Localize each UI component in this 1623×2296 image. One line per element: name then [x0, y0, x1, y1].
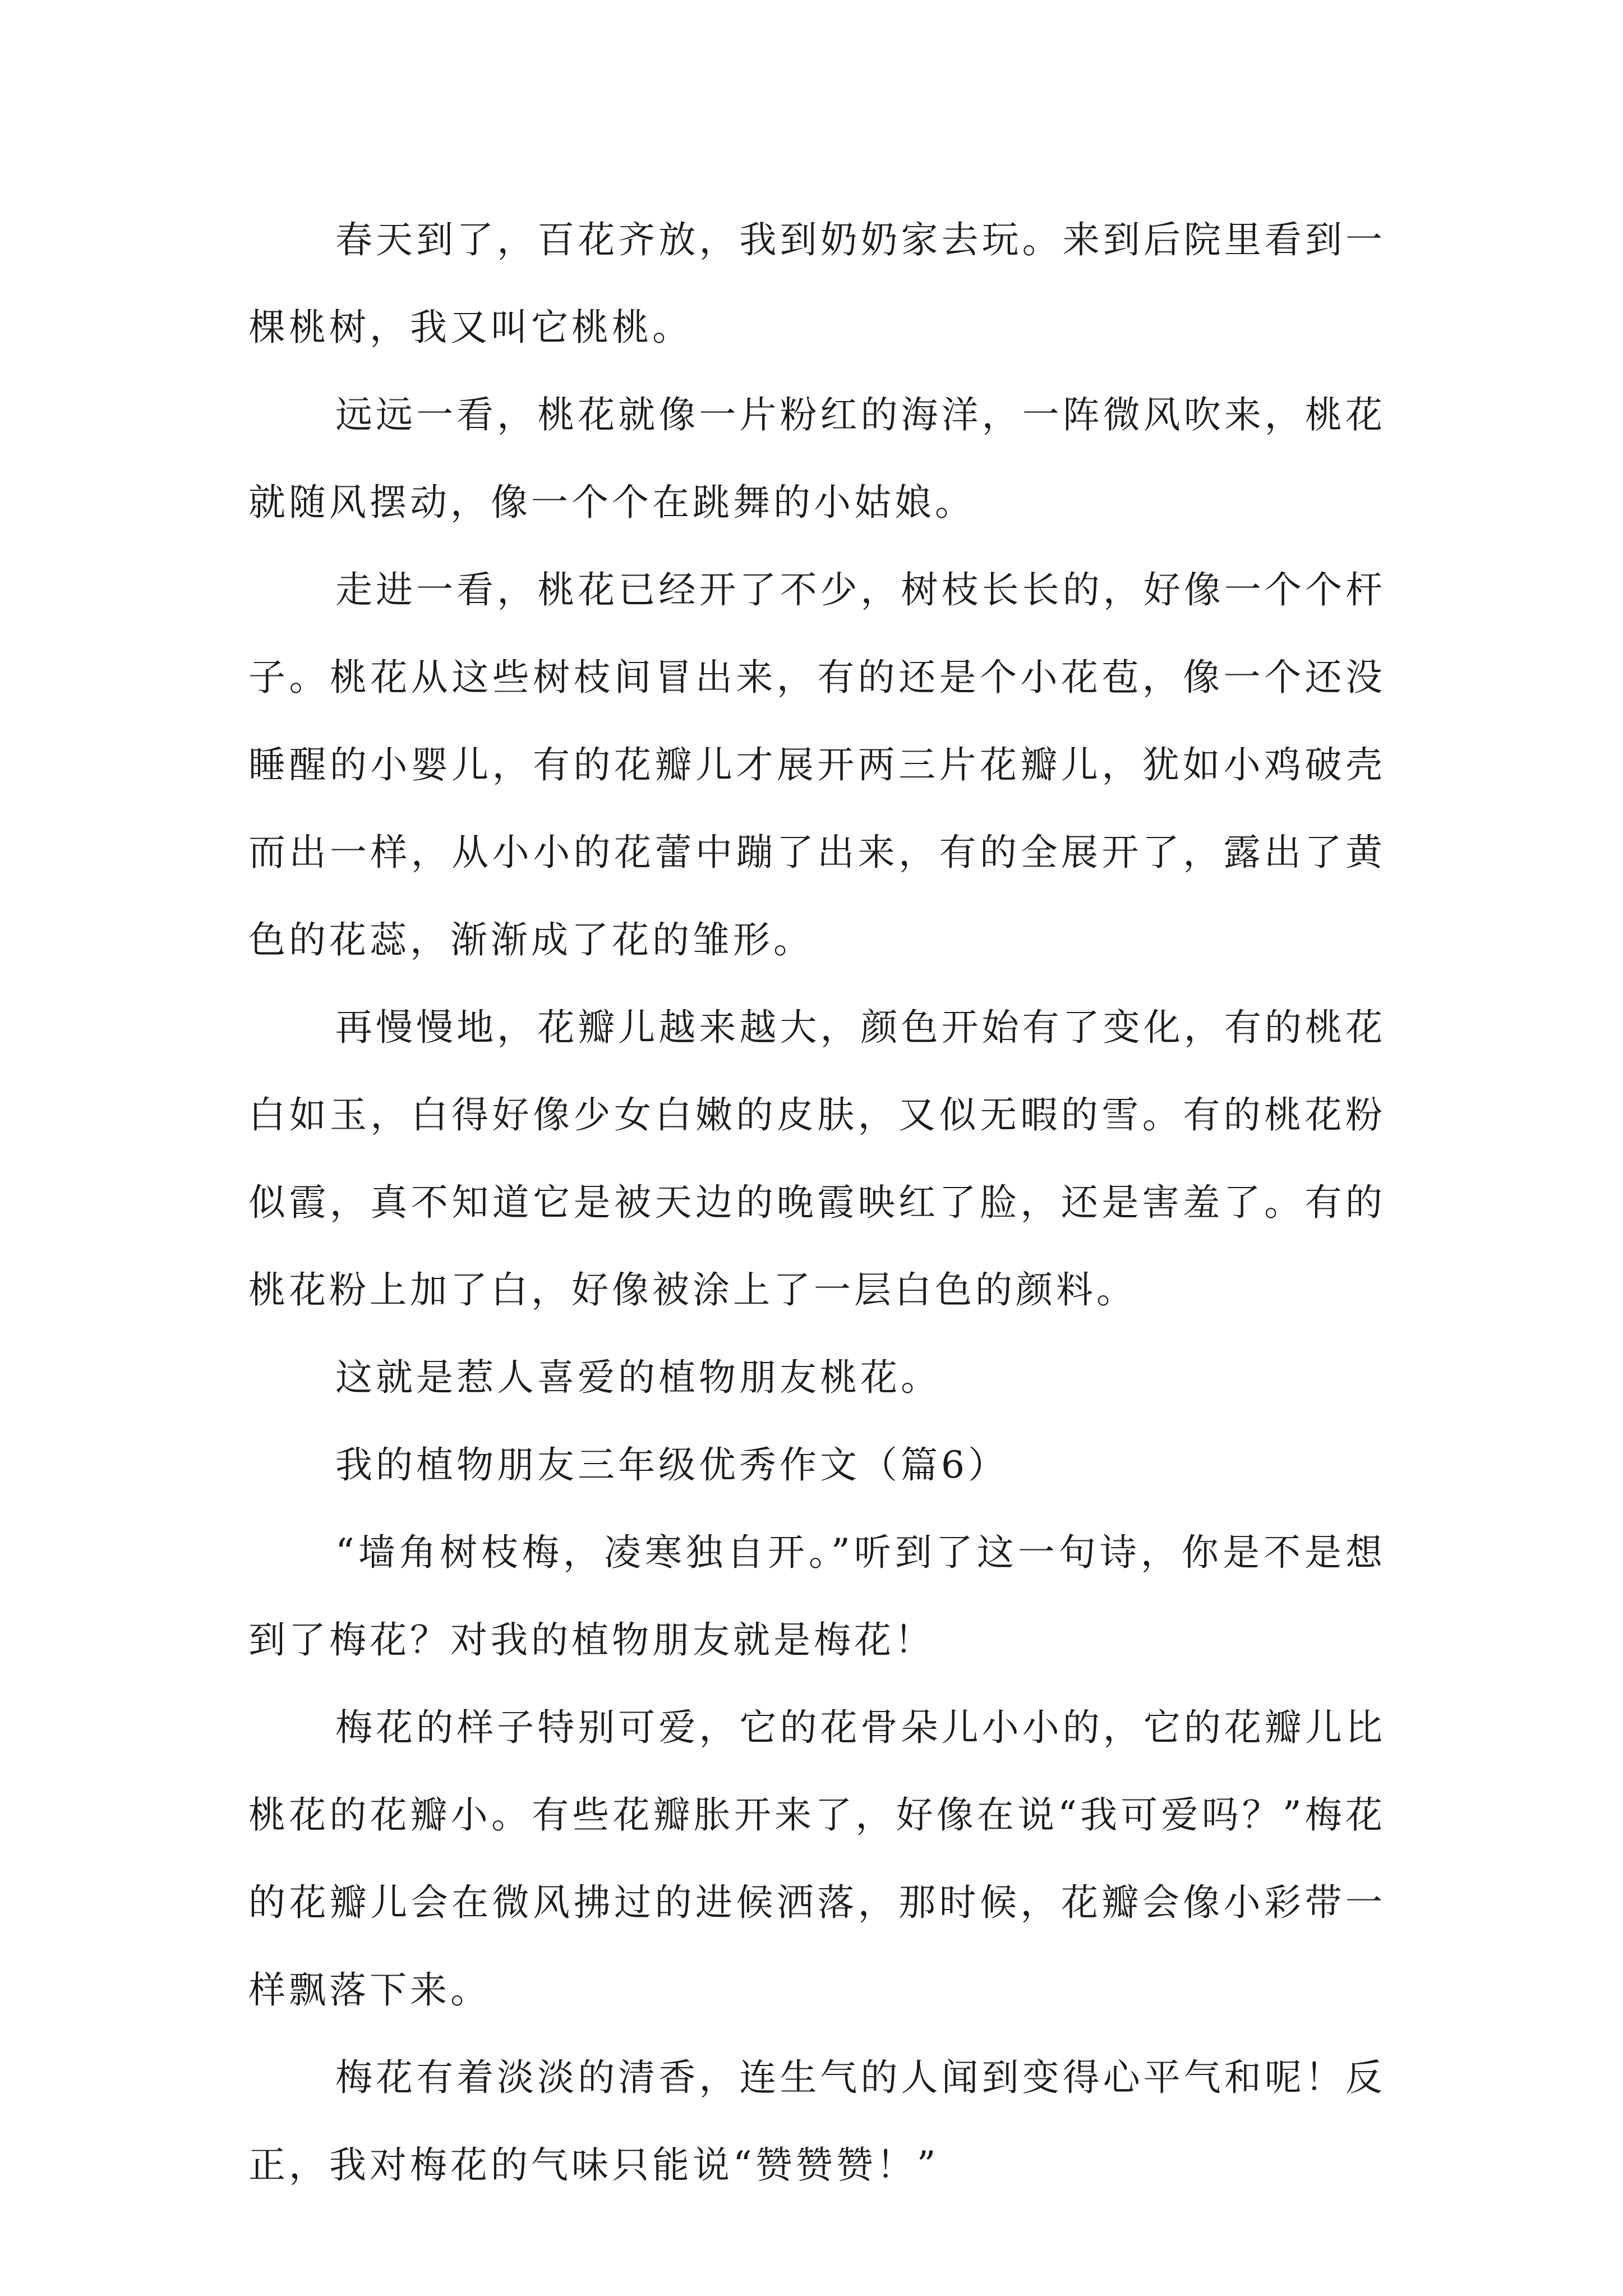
paragraph-7: “墙角树枝梅，凌寒独自开。”听到了这一句诗，你是不是想到了梅花？对我的植物朋友就是梅花！ [248, 1531, 1386, 1662]
paragraph-4: 再慢慢地，花瓣儿越来越大，颜色开始有了变化，有的桃花白如玉，白得好像少女白嫩的皮肤，又似无暇的雪。有的桃花粉似霞，真不知道它是被天边的晚霞映红了脸，还是害羞了。有的桃花粉上加了白，好像被涂上了一层白色的颜料。 [248, 1006, 1386, 1312]
paragraph-1: 春天到了，百花齐放，我到奶奶家去玩。来到后院里看到一棵桃树，我又叫它桃桃。 [248, 218, 1386, 349]
section-heading: 我的植物朋友三年级优秀作文（篇6） [335, 1443, 1008, 1487]
paragraph-5: 这就是惹人喜爱的植物朋友桃花。 [335, 1356, 941, 1399]
paragraph-3: 走进一看，桃花已经开了不少，树枝长长的，好像一个个杆子。桃花从这些树枝间冒出来，有的还是个小花苞，像一个还没睡醒的小婴儿，有的花瓣儿才展开两三片花瓣儿，犹如小鸡破壳而出一样，从小小的花蕾中蹦了出来，有的全展开了，露出了黄色的花蕊，渐渐成了花的雏形。 [248, 568, 1386, 961]
paragraph-9: 梅花有着淡淡的清香，连生气的人闻到变得心平气和呢！反正，我对梅花的气味只能说“赞赞赞！” [248, 2056, 1386, 2187]
paragraph-2: 远远一看，桃花就像一片粉红的海洋，一阵微风吹来，桃花就随风摆动，像一个个在跳舞的小姑娘。 [248, 393, 1386, 524]
paragraph-8: 梅花的样子特别可爱，它的花骨朵儿小小的，它的花瓣儿比桃花的花瓣小。有些花瓣胀开来了，好像在说“我可爱吗？”梅花的花瓣儿会在微风拂过的进候洒落，那时候，花瓣会像小彩带一样飘落下来。 [248, 1706, 1386, 2012]
document-body [248, 196, 1386, 2209]
